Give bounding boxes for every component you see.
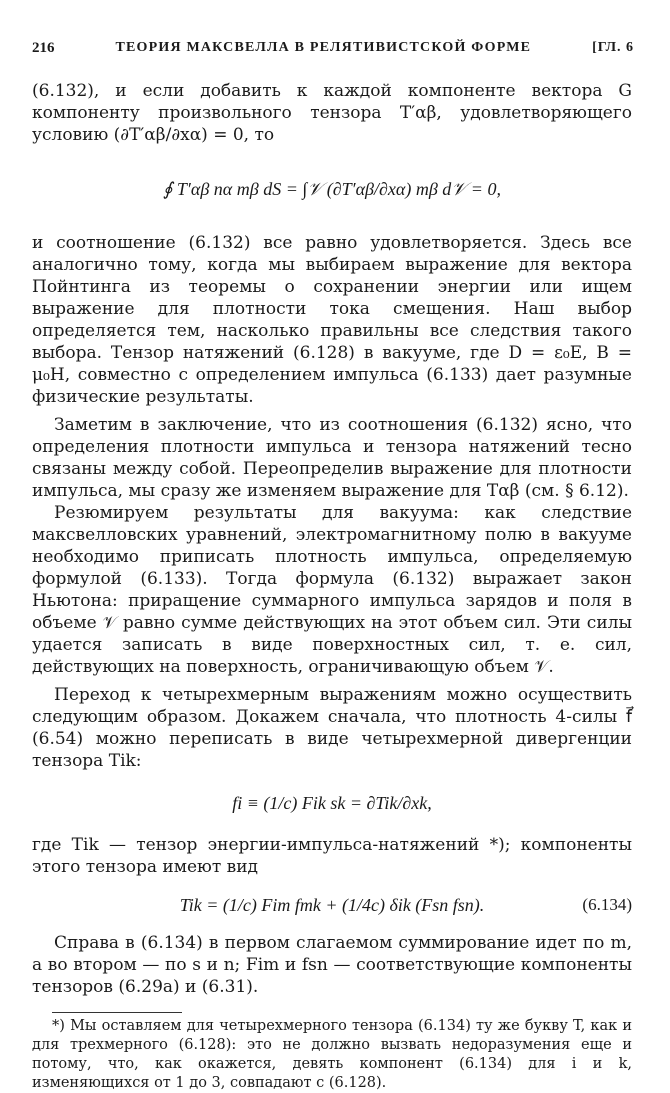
paragraph-6: где Tik — тензор энергии-импульса-натяжений *); компоненты этого тензора имеют вид — [32, 835, 632, 877]
formula-force-density: fi ≡ (1/c) Fik sk = ∂Tik/∂xk, — [232, 793, 432, 813]
footnote-divider — [52, 1012, 182, 1013]
paragraph-4: Резюмируем результаты для вакуума: как следствие максвелловских уравнений, электромагнитному полю в вакууме необходимо приписать плотность импульса, определяемую формулой (6.133). Тогда формула (6.132) выражает закон Ньютона: приращение суммарного импульса зарядов и поля в объеме 𝒱 равно сумме действующих на этот объем сил. Эти силы удается записать в виде поверхностных сил, т. е. сил, действующих на поверхность, ограничивающую объем 𝒱. — [32, 503, 632, 677]
paragraph-1: (6.132), и если добавить к каждой компоненте вектора G компоненту произвольного тензора T′αβ, удовлетворяющего условию (∂T′αβ/∂xα) = 0, то — [32, 81, 632, 145]
formula-6-134: Tik = (1/c) Fim fmk + (1/4c) δik (Fsn fsn). — [179, 895, 485, 915]
page-number: 216 — [32, 40, 55, 56]
paragraph-5: Переход к четырехмерным выражениям можно осуществить следующим образом. Докажем сначала, что плотность 4-силы f⃗ (6.54) можно переписать в виде четырехмерной дивергенции тензора Tik: — [32, 685, 632, 771]
page-content — [32, 80, 632, 1093]
chapter-label: [ГЛ. 6 — [592, 40, 634, 55]
footnote — [32, 1017, 632, 1093]
running-title: ТЕОРИЯ МАКСВЕЛЛА В РЕЛЯТИВИСТСКОЙ ФОРМЕ — [115, 40, 532, 55]
paragraph-3: Заметим в заключение, что из соотношения (6.132) ясно, что определения плотности импульса и тензора натяжений тесно связаны между собой. Переопределив выражение для плотности импульса, мы сразу же изменяем выражение для Tαβ (см. § 6.12). — [32, 415, 632, 501]
formula-energy-momentum-tensor — [32, 878, 632, 932]
paragraph-2: и соотношение (6.132) все равно удовлетворяется. Здесь все аналогично тому, когда мы выбираем выражение для вектора Пойнтинга из теоремы о сохранении энергии или ищем выражение для плотности тока смещения. Наш выбор определяется тем, насколько правильны все следствия такого выбора. Тензор натяжений (6.128) в вакууме, где D = ε₀E, B = μ₀H, совместно с определением импульса (6.133) дает разумные физические результаты. — [32, 233, 632, 407]
equation-number: (6.134) — [582, 895, 632, 914]
paragraph-7: Справа в (6.134) в первом слагаемом суммирование идет по m, а во втором — по s и n; Fim и fsn — соответствующие компоненты тензоров (6.29а) и (6.31). — [32, 933, 632, 997]
footnote-text: *) Мы оставляем для четырехмерного тензора (6.134) ту же букву T, как и для трехмерного (6.128): это не должно вызвать недоразумения еще и потому, что, как окажется, девять компонент (6.134) для i и k, изменяющихся от 1 до 3, совпадают с (6.128). — [32, 1018, 632, 1091]
page-header — [32, 40, 634, 57]
formula-surface-integral: ∮ T′αβ nα mβ dS = ∫𝒱 (∂T′αβ/∂xα) mβ d𝒱 = 0, — [163, 179, 501, 199]
